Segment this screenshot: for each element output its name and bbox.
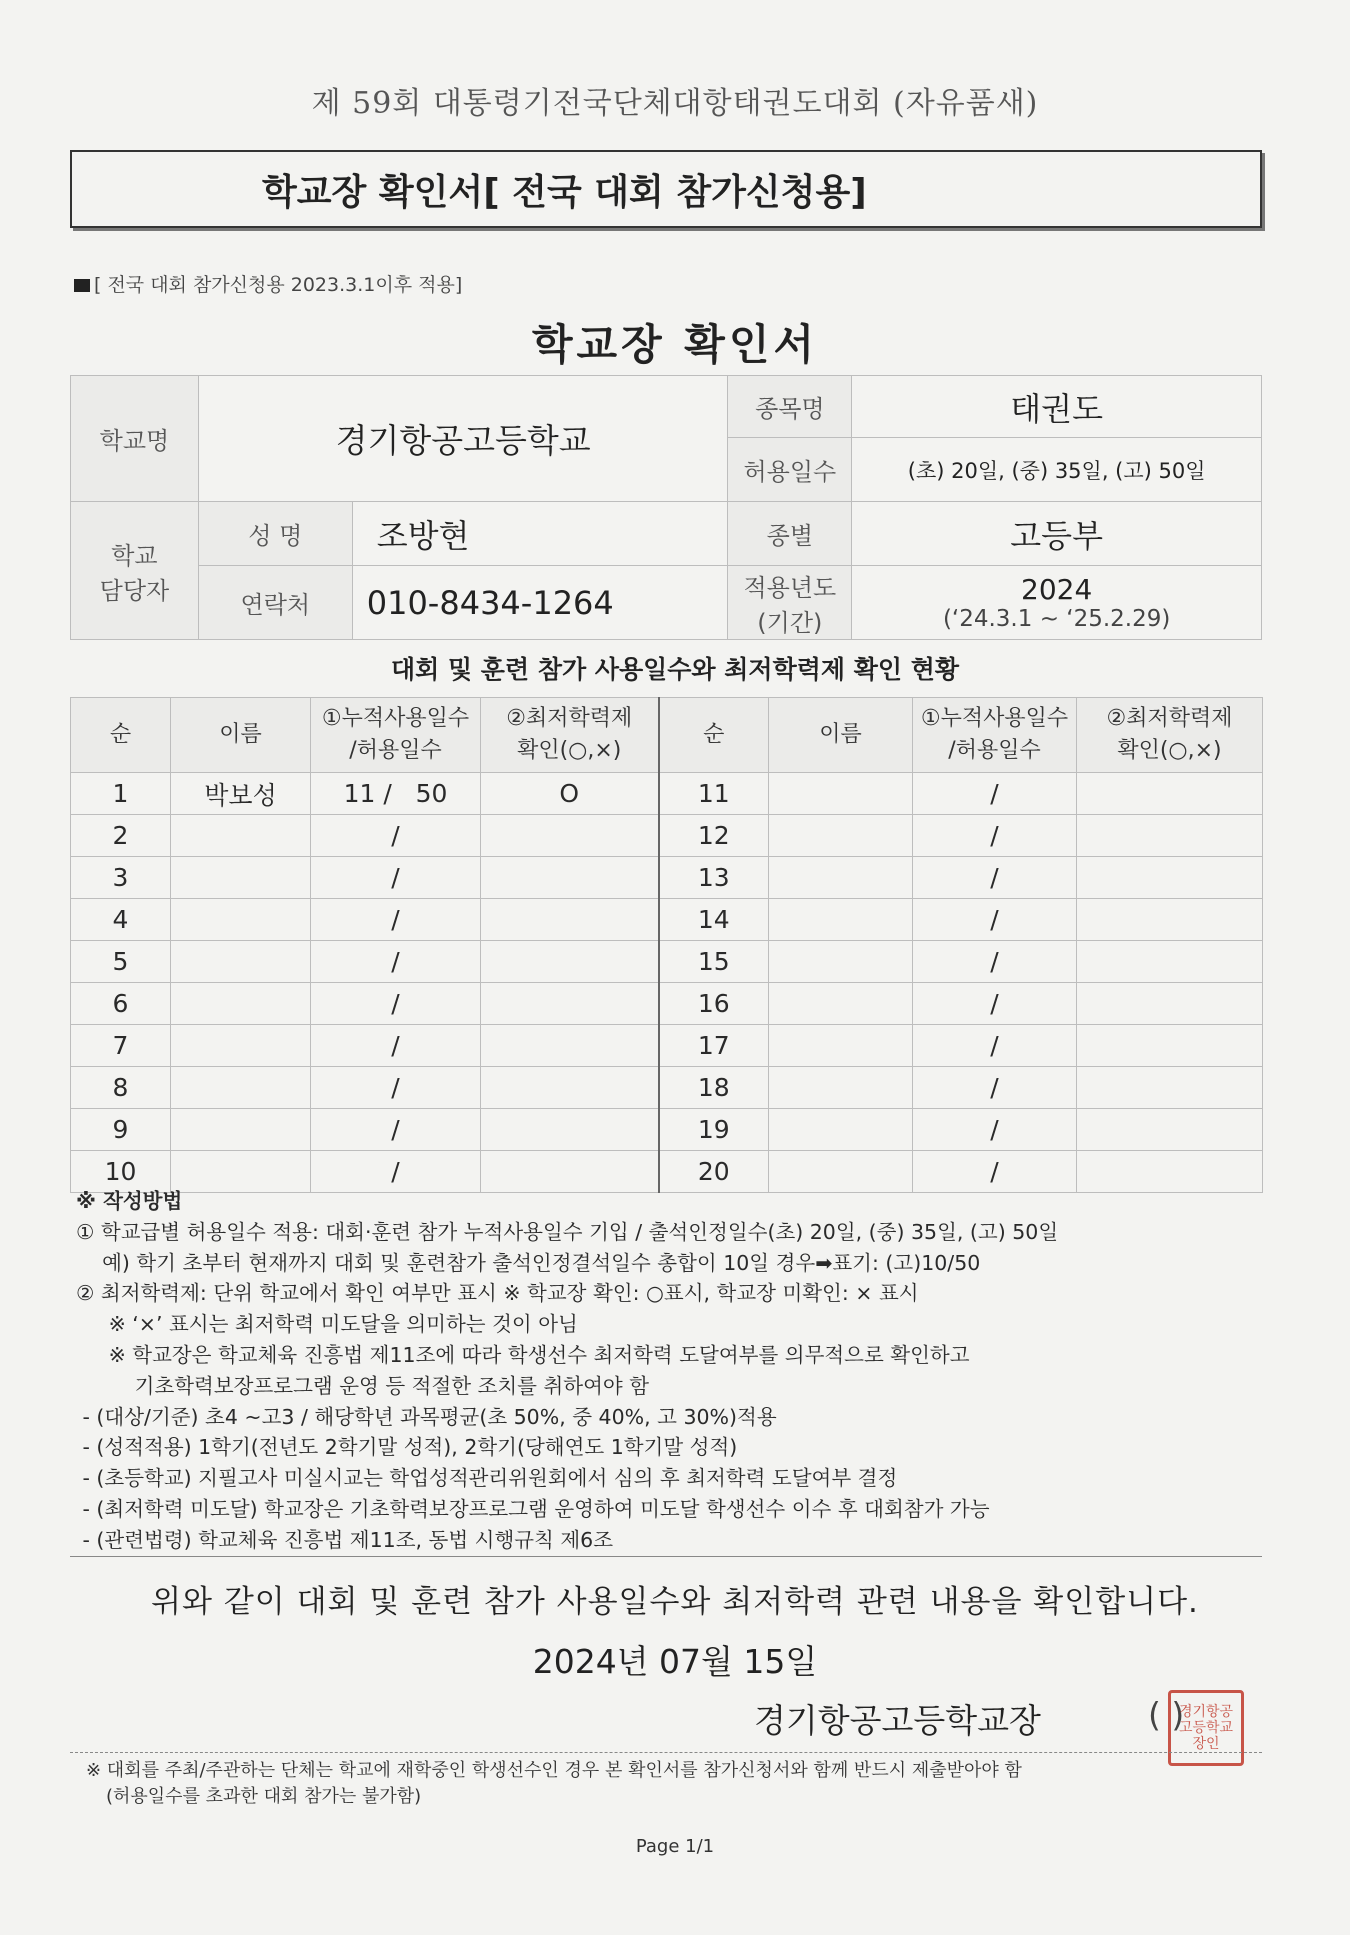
cell-check [1077,1067,1263,1109]
cell-check [481,857,659,899]
square-bullet-icon [74,279,90,292]
instruction-line: 예) 학기 초부터 현재까지 대회 및 훈련참가 출석인정결석일수 총합이 10일 경우➡표기: (고)10/50 [76,1250,981,1275]
issue-date: 2024년 07월 15일 [532,1642,818,1681]
allowed-days-value: (초) 20일, (중) 35일, (고) 50일 [852,438,1262,502]
cell-name [769,815,913,857]
event-value: 태권도 [852,376,1262,438]
cell-check [481,941,659,983]
cell-days: / [913,983,1077,1025]
cell-check [1077,1109,1263,1151]
cell-no: 16 [659,983,769,1025]
cell-name [171,815,311,857]
instruction-line: ※ 학교장은 학교체육 진흥법 제11조에 따라 학생선수 최저학력 도달여부를 의무적으로 확인하고 [76,1342,970,1367]
table-row [71,857,1263,899]
cell-check: O [481,773,659,815]
principal-name: 경기항공고등학교장 [754,1701,1041,1740]
writing-instructions [76,1186,1266,1556]
cell-name [171,941,311,983]
manager-label: 학교 담당자 [71,502,199,640]
cell-check [481,983,659,1025]
cell-days: / [913,899,1077,941]
divider-bottom [70,1752,1262,1753]
instruction-line: - (성적적용) 1학기(전년도 2학기말 성적), 2학기(당해연도 1학기말 성적) [76,1435,738,1460]
division-value: 고등부 [852,502,1262,566]
cell-check [1077,857,1263,899]
cell-check [1077,941,1263,983]
event-label: 종목명 [728,376,852,438]
instruction-line: ※ 작성방법 [76,1189,183,1213]
cell-name [171,1025,311,1067]
cell-check [481,1025,659,1067]
instruction-line: - (관련법령) 학교체육 진흥법 제11조, 동법 시행규칙 제6조 [76,1527,614,1552]
col-no-right: 순 [659,698,769,773]
cell-no: 8 [71,1067,171,1109]
cell-check [481,1109,659,1151]
cell-days: / [311,815,481,857]
col-days-right: ①누적사용일수 /허용일수 [913,698,1077,773]
cell-no: 4 [71,899,171,941]
col-name: 이름 [171,698,311,773]
cell-check [1077,983,1263,1025]
cell-name [171,899,311,941]
cell-name [171,1067,311,1109]
school-seal-stamp: 경기항공고등학교장인 [1168,1690,1244,1766]
cell-no: 15 [659,941,769,983]
cell-days: / [913,1109,1077,1151]
cell-days: / [311,899,481,941]
confirmation-statement: 위와 같이 대회 및 훈련 참가 사용일수와 최저학력 관련 내용을 확인합니다. [151,1584,1199,1620]
cell-name [171,1109,311,1151]
instruction-line: - (초등학교) 지필고사 미실시교는 학업성적관리위원회에서 심의 후 최저학력 도달여부 결정 [76,1466,898,1491]
cell-no: 5 [71,941,171,983]
cell-days: / [311,1151,481,1193]
cell-days: / [311,857,481,899]
cell-no: 3 [71,857,171,899]
page-number: Page 1/1 [635,1836,715,1857]
cell-check [1077,815,1263,857]
table-row [71,899,1263,941]
manager-name: 조방현 [352,502,728,566]
cell-check [481,899,659,941]
section-title: 대회 및 훈련 참가 사용일수와 최저학력제 확인 현황 [390,655,960,684]
year-label: 적용년도 (기간) [728,566,852,640]
col-days: ①누적사용일수 /허용일수 [311,698,481,773]
cell-no: 18 [659,1067,769,1109]
cell-name [769,941,913,983]
name-label: 성 명 [198,502,352,566]
cell-check [1077,773,1263,815]
cell-name [769,773,913,815]
cell-days: / [311,983,481,1025]
cell-check [1077,899,1263,941]
cell-check [1077,1025,1263,1067]
cell-days: / [913,815,1077,857]
cell-days: / [311,941,481,983]
cell-no: 17 [659,1025,769,1067]
cell-no: 12 [659,815,769,857]
table-row [71,1109,1263,1151]
cell-check [481,815,659,857]
instruction-line: 기초학력보장프로그램 운영 등 적절한 조치를 취하여야 함 [76,1373,650,1398]
table-row [71,815,1263,857]
divider [70,1556,1262,1557]
table-row [71,773,1263,815]
cell-days: / [913,773,1077,815]
contact-value: 010-8434-1264 [352,566,728,640]
cell-name: 박보성 [171,773,311,815]
school-label: 학교명 [71,376,199,502]
cell-days: / [311,1109,481,1151]
cell-name [769,899,913,941]
info-table [70,375,1262,640]
cell-no: 14 [659,899,769,941]
instruction-line: - (대상/기준) 초4 ~고3 / 해당학년 과목평균(초 50%, 중 40%, 고 30%)적용 [76,1404,777,1429]
event-title: 제 59회 대통령기전국단체대항태권도대회 (자유품새) [311,86,1039,121]
cell-no: 9 [71,1109,171,1151]
table-row [71,1025,1263,1067]
cell-days: / [311,1067,481,1109]
cell-no: 10 [71,1151,171,1193]
cell-days: / [311,1025,481,1067]
cell-name [769,1067,913,1109]
cell-name [171,857,311,899]
cell-days: / [913,1067,1077,1109]
cell-no: 11 [659,773,769,815]
cell-days: 11 / 50 [311,773,481,815]
cell-no: 13 [659,857,769,899]
instruction-line: ① 학교급별 허용일수 적용: 대회·훈련 참가 누적사용일수 기입 / 출석인정일수(초) 20일, (중) 35일, (고) 50일 [76,1219,1059,1244]
cell-no: 7 [71,1025,171,1067]
participant-table [70,697,1263,1193]
cell-no: 6 [71,983,171,1025]
cell-no: 2 [71,815,171,857]
col-min: ②최저학력제 확인(○,×) [481,698,659,773]
school-name: 경기항공고등학교 [198,376,728,502]
allowed-days-label: 허용일수 [728,438,852,502]
document-title: 학교장 확인서[ 전국 대회 참가신청용] [262,171,867,213]
cell-name [769,983,913,1025]
cell-no: 1 [71,773,171,815]
application-note: [ 전국 대회 참가신청용 2023.3.1이후 적용] [74,270,462,297]
instruction-line: ※ ‘×’ 표시는 최저학력 미도달을 의미하는 것이 아님 [76,1312,578,1337]
cell-days: / [913,941,1077,983]
cell-no: 19 [659,1109,769,1151]
col-min-right: ②최저학력제 확인(○,×) [1077,698,1263,773]
division-label: 종별 [728,502,852,566]
table-row [71,1067,1263,1109]
table-header-row [71,698,1263,773]
cell-check [481,1067,659,1109]
col-name-right: 이름 [769,698,913,773]
col-no: 순 [71,698,171,773]
cell-name [769,1109,913,1151]
main-title: 학교장 확인서 [531,320,819,369]
cell-days: / [913,857,1077,899]
cell-name [769,1025,913,1067]
footnote: ※ 대회를 주최/주관하는 단체는 학교에 재학중인 학생선수인 경우 본 확인서를 참가신청서와 함께 반드시 제출받아야 함 (허용일수를 초과한 대회 참가는 불가함) [86,1760,1022,1807]
instruction-line: - (최저학력 미도달) 학교장은 기초학력보장프로그램 운영하여 미도달 학생선수 이수 후 대회참가 가능 [76,1496,990,1521]
cell-days: / [913,1151,1077,1193]
table-row [71,983,1263,1025]
cell-name [171,983,311,1025]
instruction-line: ② 최저학력제: 단위 학교에서 확인 여부만 표시 ※ 학교장 확인: ○표시, 학교장 미확인: × 표시 [76,1281,919,1306]
cell-name [769,857,913,899]
document-title-box [70,150,1262,228]
cell-no: 20 [659,1151,769,1193]
year-value: 2024 (‘24.3.1 ~ ‘25.2.29) [852,566,1262,640]
contact-label: 연락처 [198,566,352,640]
seal-bracket: ( ) [1148,1695,1185,1734]
table-row [71,941,1263,983]
cell-days: / [913,1025,1077,1067]
